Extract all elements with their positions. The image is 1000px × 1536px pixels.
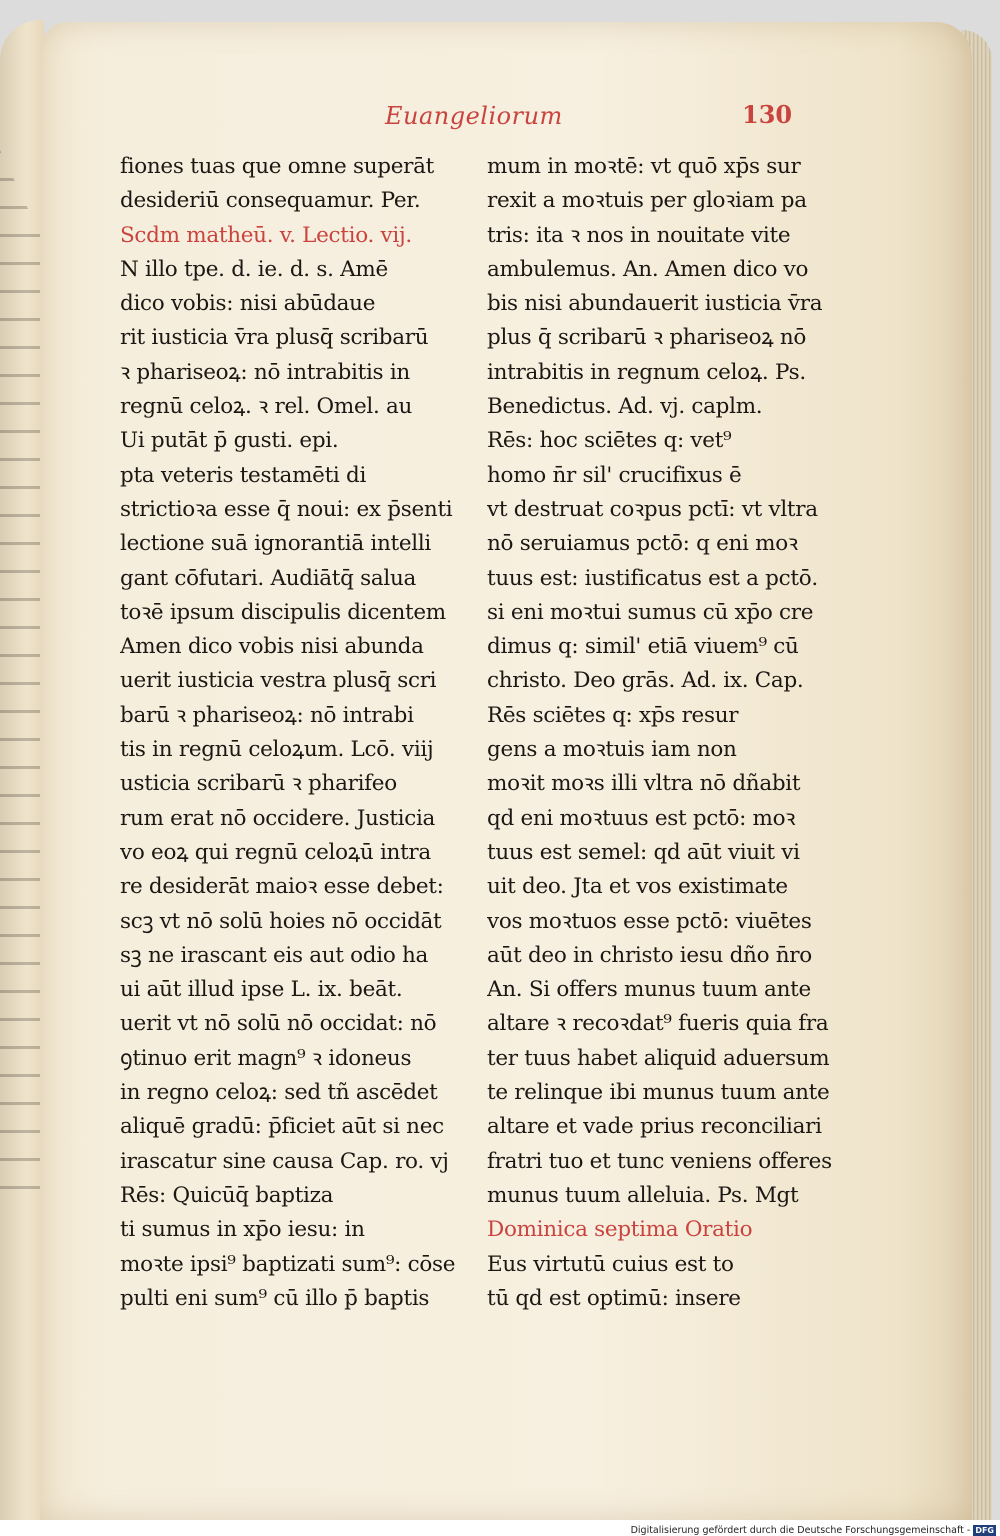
text-line: regnū celoꝝ. ꝛ rel. Omel. au bbox=[120, 394, 413, 420]
text-line: dico vobis: nisi abūdaue bbox=[120, 291, 376, 317]
text-line: ti sumus in xp̄o iesu: in bbox=[120, 1217, 365, 1243]
text-line: aūt deo in christo iesu dño n̄ro bbox=[487, 942, 812, 968]
right-text-column bbox=[487, 150, 847, 1316]
dfg-logo: DFG bbox=[975, 1525, 994, 1535]
text-line: gant cōfutari. Audiātq̄ salua bbox=[120, 565, 417, 591]
text-line: tuus est semel: qd aūt viuit vi bbox=[487, 839, 800, 865]
text-line: desideriū consequamur. Per. bbox=[120, 188, 421, 214]
text-line: re desiderāt maioꝛ esse debet: bbox=[120, 874, 444, 900]
text-line: barū ꝛ phariseoꝝ: nō intrabi bbox=[120, 702, 414, 728]
text-line: rit iusticia v̄ra plusq̄ scribarū bbox=[120, 325, 429, 351]
text-line: te relinque ibi munus tuum ante bbox=[487, 1080, 830, 1106]
text-line: pulti eni sum⁹ cū illo p̄ baptis bbox=[120, 1285, 430, 1311]
text-line: irascatur sine causa Cap. ro. vj bbox=[120, 1148, 449, 1174]
text-line: Scdm matheū. v. Lectio. vij. bbox=[120, 222, 412, 248]
text-line: intrabitis in regnum celoꝝ. Ps. bbox=[487, 359, 806, 385]
text-line: christo. Deo grās. Ad. ix. Cap. bbox=[487, 668, 804, 694]
text-line: uerit vt nō solū nō occidat: nō bbox=[120, 1011, 437, 1037]
left-text-column bbox=[120, 150, 480, 1316]
text-line: Ui putāt p̄ gusti. epi. bbox=[120, 428, 339, 454]
text-line: vos moꝛtuos esse pctō: viuētes bbox=[487, 908, 812, 934]
previous-page-text-bleed bbox=[0, 150, 40, 1200]
text-line: Amen dico vobis nisi abunda bbox=[120, 634, 424, 660]
text-line: vo eoꝝ qui regnū celoꝝū intra bbox=[120, 839, 431, 865]
text-line: ꝛ phariseoꝝ: nō intrabitis in bbox=[120, 359, 410, 385]
text-line: bis nisi abundauerit iusticia v̄ra bbox=[487, 291, 823, 317]
text-line: dimus q: simil' etiā viuem⁹ cū bbox=[487, 634, 799, 660]
text-line: Rēs: hoc sciētes q: vet⁹ bbox=[487, 428, 732, 454]
text-line: Benedictus. Ad. vj. caplm. bbox=[487, 394, 763, 420]
text-line: An. Si offers munus tuum ante bbox=[487, 977, 811, 1003]
text-line: plus q̄ scribarū ꝛ phariseoꝝ nō bbox=[487, 325, 807, 351]
text-line: strictioꝛa esse q̄ noui: ex p̄senti bbox=[120, 496, 453, 522]
text-line: Rēs sciētes q: xp̄s resur bbox=[487, 702, 739, 728]
text-line: pta veteris testamēti di bbox=[120, 462, 367, 488]
text-line: qd eni moꝛtuus est pctō: moꝛ bbox=[487, 805, 796, 831]
running-head: Euangeliorum bbox=[385, 102, 563, 130]
text-line: ꝯtinuo erit magn⁹ ꝛ idoneus bbox=[120, 1045, 412, 1071]
text-line: Eus virtutū cuius est to bbox=[487, 1251, 734, 1277]
text-line: tuus est: iustificatus est a pctō. bbox=[487, 565, 818, 591]
text-line: moꝛte ipsi⁹ baptizati sum⁹: cōse bbox=[120, 1251, 456, 1277]
text-line: ui aūt illud ipse L. ix. beāt. bbox=[120, 977, 403, 1003]
text-line: tū qd est optimū: insere bbox=[487, 1285, 741, 1311]
folio-number: 130 bbox=[742, 100, 793, 129]
text-line: ambulemus. An. Amen dico vo bbox=[487, 256, 809, 282]
text-line: N illo tpe. d. ie. d. s. Amē bbox=[120, 256, 388, 282]
text-line: uerit iusticia vestra plusq̄ scri bbox=[120, 668, 437, 694]
text-line: sꝫ ne irascant eis aut odio ha bbox=[120, 942, 429, 968]
text-line: altare et vade prius reconciliari bbox=[487, 1114, 822, 1140]
text-line: nō seruiamus pctō: q eni moꝛ bbox=[487, 531, 798, 557]
text-line: munus tuum alleluia. Ps. Mgt bbox=[487, 1182, 799, 1208]
text-line: moꝛit moꝛs illi vltra nō dñabit bbox=[487, 771, 801, 797]
text-line: uit deo. Jta et vos existimate bbox=[487, 874, 788, 900]
text-line: fiones tuas que omne superāt bbox=[120, 154, 434, 179]
text-line: in regno celoꝝ: sed tñ ascēdet bbox=[120, 1080, 438, 1106]
text-line: lectione suā ignorantiā intelli bbox=[120, 531, 431, 557]
text-line: toꝛē ipsum discipulis dicentem bbox=[120, 599, 446, 625]
text-line: Dominica septima Oratio bbox=[487, 1217, 753, 1243]
text-line: gens a moꝛtuis iam non bbox=[487, 737, 737, 763]
text-line: tris: ita ꝛ nos in nouitate vite bbox=[487, 222, 791, 248]
credit-text: Digitalisierung gefördert durch die Deutsche Forschungsgemeinschaft - bbox=[630, 1524, 971, 1536]
text-line: fratri tuo et tunc veniens offeres bbox=[487, 1148, 832, 1174]
text-line: altare ꝛ recoꝛdat⁹ fueris quia fra bbox=[487, 1011, 829, 1037]
text-line: Rēs: Quicūq̄ baptiza bbox=[120, 1182, 334, 1208]
text-line: tis in regnū celoꝝum. Lcō. viij bbox=[120, 737, 434, 763]
text-line: homo n̄r sil' crucifixus ē bbox=[487, 462, 742, 488]
digitization-credit bbox=[631, 1524, 996, 1536]
text-line: usticia scribarū ꝛ pharifeo bbox=[120, 771, 397, 797]
text-line: si eni moꝛtui sumus cū xp̄o cre bbox=[487, 599, 814, 625]
text-line: vt destruat coꝛpus pctī: vt vltra bbox=[487, 496, 818, 522]
text-line: rexit a moꝛtuis per gloꝛiam pa bbox=[487, 188, 807, 214]
text-line: ter tuus habet aliquid aduersum bbox=[487, 1045, 830, 1071]
text-line: mum in moꝛtē: vt quō xp̄s sur bbox=[487, 154, 801, 179]
text-line: scꝫ vt nō solū hoies nō occidāt bbox=[120, 908, 442, 934]
text-line: aliquē gradū: p̄ficiet aūt si nec bbox=[120, 1114, 444, 1140]
text-line: rum erat nō occidere. Justicia bbox=[120, 805, 436, 831]
